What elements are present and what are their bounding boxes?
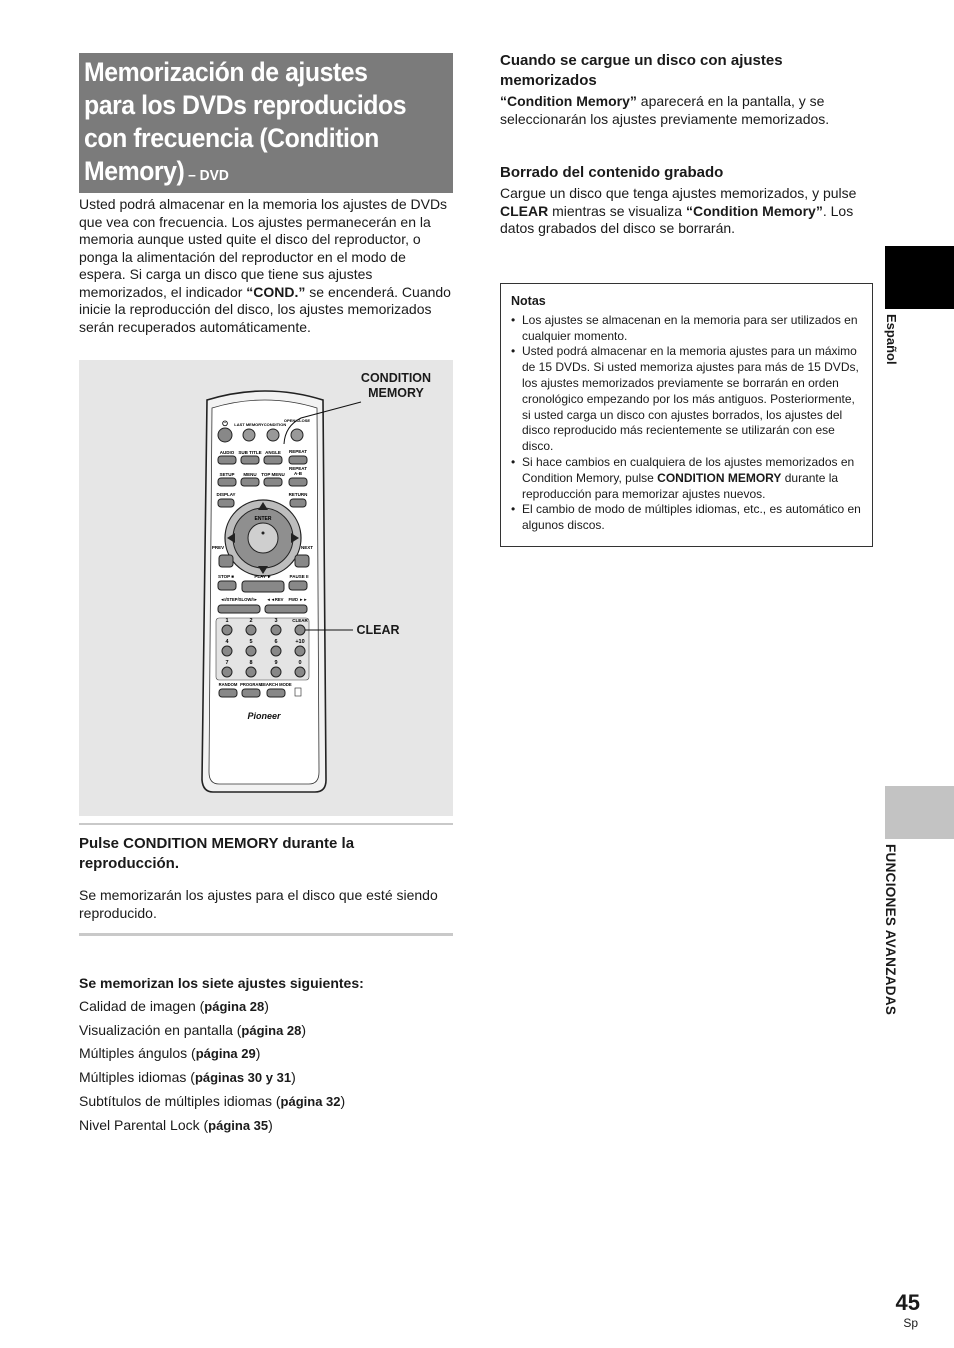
callout-condition-memory: CONDITION MEMORY [360,371,432,400]
label-subtitle: SUB TITLE [238,450,262,455]
label-audio: AUDIO [219,450,235,455]
list-item: Subtítulos de múltiples idiomas (página 32) [79,1092,346,1109]
key-5: 5 [249,639,253,645]
label-search-mode: SEARCH MODE [260,682,292,687]
svg-text:REPEAT: REPEAT [289,466,307,471]
remote-control-illustration [79,360,453,816]
list-item: Múltiples idiomas (páginas 30 y 31) [79,1069,296,1086]
key-9: 9 [274,660,278,666]
power-icon: ⏻ [222,421,228,428]
label-menu: MENU [243,472,257,477]
divider-top [79,823,453,825]
label-step-slow: ◄I/STEP/SLOW/I► [220,597,258,602]
key-plus10: +10 [295,639,305,645]
section-load-title: Cuando se cargue un disco con ajustes memorizados [500,52,783,89]
key-4: 4 [225,639,229,645]
divider-bottom [79,933,453,936]
label-top-menu: TOP MENU [261,472,285,477]
note-item: • Los ajustes se almacenan en la memoria para ser utilizados en cualquier momento. [511,313,862,345]
page-language-code: Sp [903,1316,918,1330]
svg-text:A-B: A-B [294,471,302,476]
label-display: DISPLAY [216,492,236,497]
key-1: 1 [225,618,229,624]
callout-clear: CLEAR [356,623,400,637]
label-return: RETURN [288,492,308,497]
note-item: • Usted podrá almacenar en la memoria ajustes para un máximo de 15 DVDs. Si usted memoriza ajustes para más de 15 DVDs, los ajustes memorizados previamente se borrarán en orden cronológico empezando por los más antiguos. Posteriormente, si usted carga un disco con ajustes borrados, los ajustes del disco reproducido más recientemente se utilizarán con ese disco. [511,344,862,455]
title-suffix: – DVD [184,167,229,184]
label-enter: ENTER [254,516,272,522]
key-6: 6 [274,639,278,645]
step-title: Pulse CONDITION MEMORY durante la reproducción. [79,835,355,872]
key-7: 7 [225,660,229,666]
label-condition-memory: CONDITION [263,422,287,427]
label-repeat: REPEAT [289,449,307,454]
note-item: • Si hace cambios en cualquiera de los ajustes memorizados en Condition Memory, pulse CONDITION MEMORY durante la reproducción para memorizar ajustes nuevos. [511,455,862,502]
label-fwd: FWD ►► [288,597,308,602]
label-setup: SETUP [219,472,235,477]
key-8: 8 [249,660,253,666]
label-clear-key: CLEAR [292,618,308,623]
label-prev: PREV [211,545,225,550]
section-tab-marker [885,786,954,839]
key-3: 3 [274,618,278,624]
label-random: RANDOM [218,682,238,687]
language-label: Español [884,314,899,365]
remote-illustration-panel [79,360,453,816]
list-item: Visualización en pantalla (página 28) [79,1021,307,1038]
label-angle: ANGLE [265,450,281,455]
settings-list [79,975,459,1137]
label-play: PLAY ► [254,574,272,579]
title-box [79,53,453,193]
page-number: 45 [895,1290,920,1315]
step-text: Se memorizarán los ajustes para el disco que esté siendo reproducido. [79,887,438,921]
label-stop: STOP ■ [217,574,235,579]
label-open-close: OPEN/CLOSE [283,418,311,423]
page-title: Memorización de ajustes para los DVDs reproducidos con frecuencia (Condition Memory) – DVD [84,57,407,186]
settings-list-heading: Se memorizan los siete ajustes siguientes: [79,975,364,991]
language-tab-marker [885,246,954,309]
label-last-memory: LAST MEMORY [234,422,264,427]
key-2: 2 [249,618,253,624]
note-item: • El cambio de modo de múltiples idiomas, etc., es automático en algunos discos. [511,502,862,534]
label-rev: ◄◄REV [266,597,284,602]
notes-heading: Notas [511,294,546,308]
section-load-disc: Cuando se cargue un disco con ajustes memorizados “Condition Memory” aparecerá en la pantalla, y se seleccionarán los ajustes previamente memorizados. [500,51,860,128]
label-next: NEXT [300,545,314,550]
section-erase: Borrado del contenido grabado Cargue un disco que tenga ajustes memorizados, y pulse CLEAR mientras se visualiza “Condition Memory”. Los datos grabados del disco se borrarán. [500,163,860,238]
list-item: Múltiples ángulos (página 29) [79,1045,261,1062]
section-erase-title: Borrado del contenido grabado [500,164,724,181]
pioneer-logo: Pioneer [247,711,281,721]
intro-paragraph: Usted podrá almacenar en la memoria los ajustes de DVDs que vea con frecuencia. Los ajustes permanecerán en la memoria aunque usted quite el disco del reproductor, o ponga la alimentación del reproductor en el modo de espera. Si carga un disco que tiene sus ajustes memorizados, el indicador “COND.” se encenderá. Cuando inicie la reproducción del disco, los ajustes memorizados serán recuperados automáticamente. [79,196,451,335]
list-item: Nivel Parental Lock (página 35) [79,1116,273,1133]
key-0: 0 [298,660,302,666]
label-pause: PAUSE II [289,574,309,579]
label-program: PROGRAM [240,682,262,687]
list-item: Calidad de imagen (página 28) [79,998,269,1014]
notes-box [500,283,873,547]
section-label: FUNCIONES AVANZADAS [883,844,898,1016]
